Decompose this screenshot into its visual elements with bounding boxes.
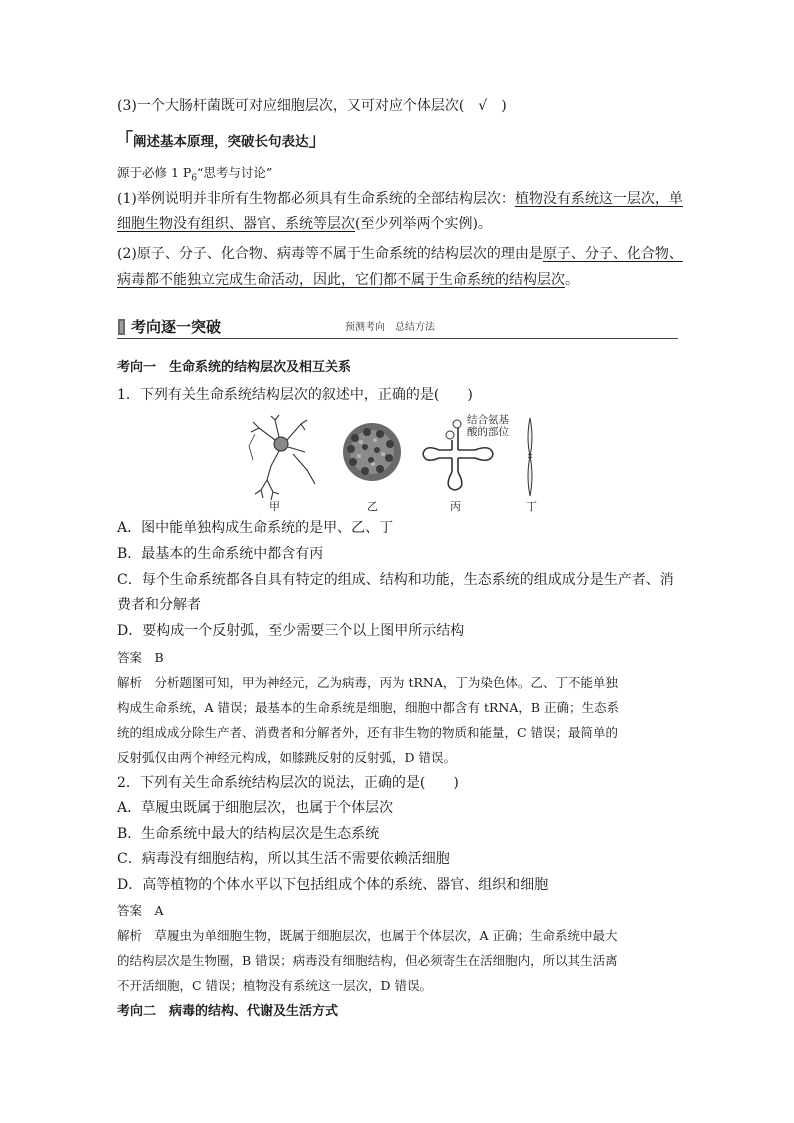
q1-figure (245, 414, 575, 516)
principle-q2-answer: 原子、分子、化合物、 (542, 246, 683, 262)
q2-analysis-line: 解析 草履虫为单细胞生物，既属于细胞层次，也属于个体层次，A 正确；生命系统中最大 (117, 928, 618, 943)
direction2-title: 考向二 病毒的结构、代谢及生活方式 (117, 1004, 339, 1019)
principle-heading-text: 阐述基本原理，突破长句表达 (133, 134, 309, 150)
figure-label-ding: 丁 (526, 500, 537, 513)
direction1-title: 考向一 生命系统的结构层次及相互关系 (117, 360, 352, 375)
section-marker-icon (117, 318, 127, 336)
breakthrough-section-bar (117, 316, 678, 340)
figure-note-line2: 酸的部位 (467, 426, 509, 438)
true-false-item-3: (3)一个大肠杆菌既可对应细胞层次，又可对应个体层次( √ ) (117, 98, 507, 114)
principle-q1-answer: 植物没有系统这一层次，单 (514, 191, 683, 207)
q1-option-c-cont: 费者和分解者 (117, 597, 201, 613)
breakthrough-title: 考向逐一突破 (131, 318, 222, 336)
principle-q2-line2: 病毒都不能独立完成生命活动，因此，它们都不属于生命系统的结构层次。 (117, 272, 579, 288)
q2-option-d: D．高等植物的个体水平以下包括组成个体的系统、器官、组织和细胞 (117, 877, 549, 893)
principle-q1-line1: (1)举例说明并非所有生物都必须具有生命系统的全部结构层次：植物没有系统这一层次，单 (117, 191, 683, 207)
principle-heading (115, 128, 327, 154)
section-rule (117, 338, 678, 339)
figure-label-yi: 乙 (367, 500, 378, 513)
q2-analysis-line: 不开活细胞，C 错误；植物没有系统这一层次，D 错误。 (117, 978, 433, 993)
neuron-illustration (249, 415, 315, 500)
figure-note-line1: 结合氨基 (467, 414, 509, 426)
q2-analysis-line: 的结构层次是生物圈，B 错误；病毒没有细胞结构，但必须寄生在活细胞内，所以其生活离 (117, 953, 618, 968)
q1-analysis-line: 统的组成成分除生产者、消费者和分解者外，还有非生物的物质和能量，C 错误；最简单的 (117, 725, 619, 740)
q2-option-c: C．病毒没有细胞结构，所以其生活不需要依赖活细胞 (117, 851, 450, 867)
figure-label-jia: 甲 (269, 500, 280, 513)
q1-option-d: D．要构成一个反射弧，至少需要三个以上图甲所示结构 (117, 623, 465, 639)
principle-q1-answer-cont: 细胞生物没有组织、器官、系统等层次 (117, 216, 355, 232)
q2-option-b: B．生命系统中最大的结构层次是生态系统 (117, 826, 380, 842)
q1-analysis-line: 解析 分析题图可知，甲为神经元，乙为病毒，丙为 tRNA，丁为染色体。乙、丁不能单独 (117, 675, 618, 690)
left-bracket-icon: 「 (115, 130, 133, 151)
q2-answer: 答案 A (117, 903, 164, 918)
q2-option-a: A．草履虫既属于细胞层次，也属于个体层次 (117, 800, 394, 816)
q1-answer: 答案 B (117, 650, 164, 665)
figure-label-bing: 丙 (450, 500, 461, 513)
principle-q2-line1: (2)原子、分子、化合物、病毒等不属于生命系统的结构层次的理由是原子、分子、化合物、 (117, 246, 683, 262)
q1-analysis-line: 反射弧仅由两个神经元构成，如膝跳反射的反射弧，D 错误。 (117, 750, 456, 765)
q2-stem: 2．下列有关生命系统结构层次的说法，正确的是( ) (117, 775, 459, 791)
source-note: 源于必修 1 $P_6“$思考与讨论” (117, 165, 273, 184)
chromosome-illustration (528, 418, 532, 496)
q1-stem: 1．下列有关生命系统结构层次的叙述中，正确的是( ) (117, 387, 473, 403)
breakthrough-subtitle: 预测考向 总结方法 (345, 322, 435, 333)
q1-option-b: B．最基本的生命系统中都含有丙 (117, 546, 324, 562)
q1-option-a: A．图中能单独构成生命系统的是甲、乙、丁 (117, 520, 394, 536)
right-bracket-icon: 」 (308, 130, 327, 151)
principle-q1-line2: 细胞生物没有组织、器官、系统等层次(至少列举两个实例)。 (117, 216, 492, 232)
virus-illustration (343, 423, 401, 481)
q1-option-c: C．每个生命系统都各自具有特定的组成、结构和功能，生态系统的组成成分是生产者、消 (117, 572, 674, 588)
principle-q2-answer-cont: 病毒都不能独立完成生命活动，因此，它们都不属于生命系统的结构层次 (117, 272, 565, 288)
q1-analysis-line: 构成生命系统，A 错误；最基本的生命系统是细胞，细胞中都含有 tRNA，B 正确；生态系 (117, 700, 620, 715)
